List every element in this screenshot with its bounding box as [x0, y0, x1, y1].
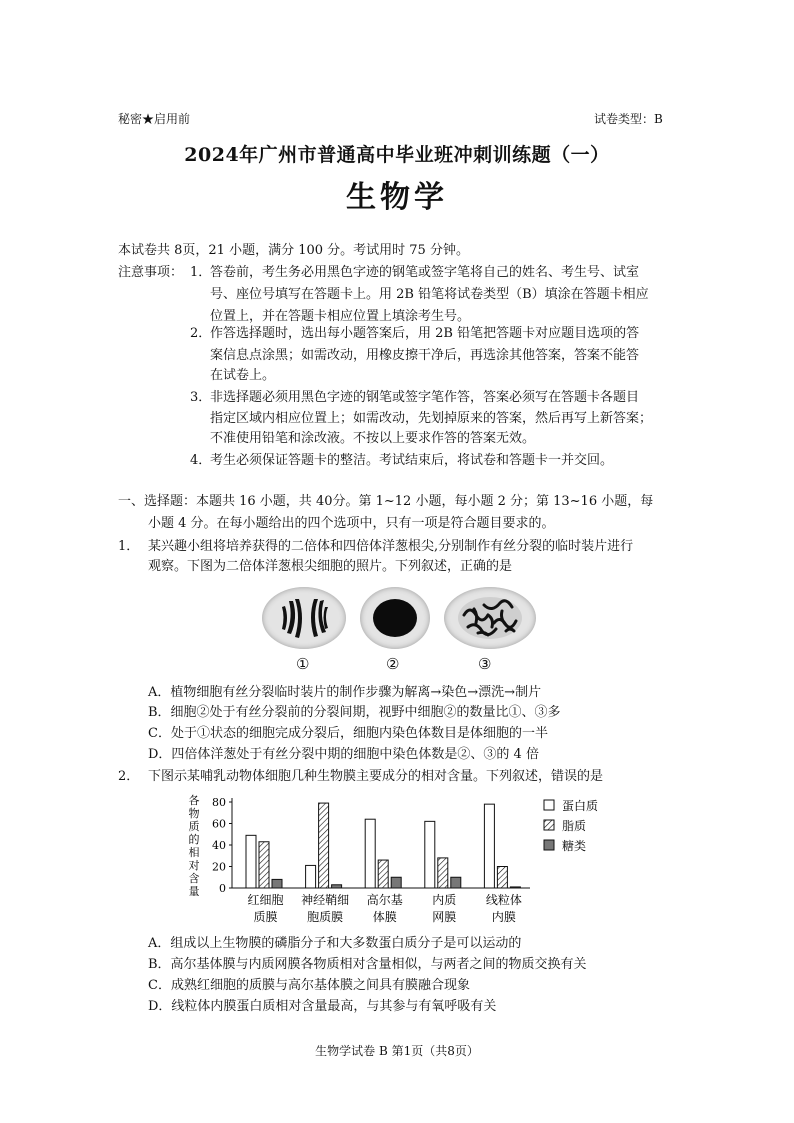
option-b: B．细胞②处于有丝分裂前的分裂间期，视野中细胞②的数量比①、③多: [148, 705, 561, 720]
exam-title: 2024年广州市普通高中毕业班冲刺训练题（一）: [184, 144, 610, 166]
x-tick-label: 质膜: [253, 910, 278, 924]
option-b: B．高尔基体膜与内质网膜各物质相对含量相似，与两者之间的物质交换有关: [148, 957, 587, 972]
note-line: 指定区域内相应位置上；如需改动，先划掉原来的答案，然后再写上新答案；: [210, 411, 653, 426]
question-number: 1．: [118, 539, 140, 554]
option-c: C．成熟红细胞的质膜与高尔基体膜之间具有膜融合现象: [148, 978, 470, 993]
x-tick-label: 线粒体: [485, 893, 522, 907]
x-tick-label: 内质: [432, 893, 457, 907]
option-a: A．植物细胞有丝分裂临时装片的制作步骤为解离→染色→漂洗→制片: [148, 685, 542, 700]
confidential-label: 秘密★启用前: [118, 112, 191, 126]
note-line: 位置上，并在答题卡相应位置上填涂考生号。: [210, 309, 471, 324]
y-tick-label: 80: [212, 796, 226, 809]
bar-脂质: [319, 803, 329, 888]
x-tick-label: 内膜: [491, 910, 516, 924]
y-tick-label: 60: [212, 817, 226, 831]
legend-swatch: [544, 800, 554, 810]
legend-swatch: [544, 840, 554, 850]
membrane-composition-chart: [180, 790, 640, 930]
figure-label: ②: [386, 655, 400, 673]
bar-脂质: [259, 842, 269, 888]
bars: [246, 803, 520, 888]
x-axis-labels: [247, 892, 521, 924]
note-number: 2．: [190, 326, 212, 341]
note-line: 号、座位号填写在答题卡上。用 2B 铅笔将试卷类型（B）填涂在答题卡相应: [210, 287, 649, 302]
legend-swatch: [544, 820, 554, 830]
note-line: 在试卷上。: [210, 368, 276, 383]
question-stem: 某兴趣小组将培养获得的二倍体和四倍体洋葱根尖,分别制作有丝分裂的临时装片进行: [148, 539, 634, 554]
bar-蛋白质: [365, 819, 375, 888]
question-stem: 观察。下图为二倍体洋葱根尖细胞的照片。下列叙述，正确的是: [148, 559, 513, 574]
bar-蛋白质: [425, 821, 435, 888]
y-axis-label-char: 各: [188, 794, 200, 807]
subject-title: 生物学: [346, 180, 448, 215]
y-axis-label-char: 物: [188, 807, 200, 820]
note-number: 4．: [190, 453, 212, 468]
y-axis-label-char: 的: [188, 833, 200, 846]
legend-label: 蛋白质: [562, 799, 599, 813]
note-number: 3．: [190, 390, 212, 405]
question-number: 2．: [118, 769, 140, 784]
x-tick-label: 高尔基: [366, 893, 403, 907]
bar-糖类: [332, 885, 342, 888]
legend-label: 脂质: [562, 819, 587, 833]
bar-蛋白质: [246, 835, 256, 888]
figure-label: ③: [478, 655, 492, 673]
x-tick-label: 红细胞: [247, 893, 284, 907]
bar-糖类: [510, 887, 520, 888]
section-heading: 一、选择题：本题共 16 小题，共 40分。第 1~12 小题，每小题 2 分；第 13~16 小题，每: [118, 494, 654, 509]
option-c: C．处于①状态的细胞完成分裂后，细胞内染色体数目是体细胞的一半: [148, 726, 548, 741]
prophase-cell-image: [444, 587, 536, 649]
legend-label: 糖类: [562, 839, 587, 853]
y-axis-label-char: 相: [188, 846, 200, 859]
note-line: 非选择题必须用黑色字迹的钢笔或签字笔作答，答案必须写在答题卡各题目: [210, 390, 640, 405]
paper-type: 试卷类型：B: [594, 112, 663, 126]
bar-蛋白质: [484, 804, 494, 888]
y-axis-label-char: 量: [188, 885, 200, 898]
note-line: 作答选择题时，选出每小题答案后，用 2B 铅笔把答题卡对应题目选项的答: [210, 326, 640, 341]
y-axis-label: [189, 794, 200, 898]
y-tick-label: 20: [212, 860, 226, 874]
section-heading: 小题 4 分。在每小题给出的四个选项中，只有一项是符合题目要求的。: [148, 516, 555, 531]
note-number: 1．: [190, 265, 212, 280]
y-axis-label-char: 质: [188, 820, 200, 833]
note-line: 考生必须保证答题卡的整洁。考试结束后，将试卷和答题卡一并交回。: [210, 453, 614, 468]
x-tick-label: 网膜: [432, 910, 457, 924]
option-a: A．组成以上生物膜的磷脂分子和大多数蛋白质分子是可以运动的: [148, 936, 522, 951]
option-d: D．四倍体洋葱处于有丝分裂中期的细胞中染色体数是②、③的 4 倍: [148, 747, 539, 762]
interphase-cell-image: [360, 587, 430, 649]
bar-糖类: [391, 877, 401, 888]
notes-label: 注意事项：: [118, 265, 184, 280]
option-d: D．线粒体内膜蛋白质相对含量最高，与其参与有氧呼吸有关: [148, 999, 497, 1014]
bar-脂质: [497, 867, 507, 889]
x-tick-label: 胞质膜: [307, 910, 344, 924]
y-tick-label: 0: [219, 882, 226, 895]
note-line: 答卷前，考生务必用黑色字迹的钢笔或签字笔将自己的姓名、考生号、试室: [210, 265, 640, 280]
y-axis-label-char: 对: [188, 859, 200, 872]
bar-脂质: [378, 860, 388, 888]
bar-糖类: [451, 877, 461, 888]
note-line: 案信息点涂黑；如需改动，用橡皮擦干净后，再选涂其他答案，答案不能答: [210, 348, 640, 363]
bar-糖类: [272, 879, 282, 888]
dividing-cell-image: [262, 587, 346, 649]
bar-脂质: [438, 858, 448, 888]
bar-蛋白质: [306, 865, 316, 888]
figure-label: ①: [296, 655, 310, 673]
legend: [544, 798, 598, 853]
question-stem: 下图示某哺乳动物体细胞几种生物膜主要成分的相对含量。下列叙述，错误的是: [148, 769, 604, 784]
exam-summary: 本试卷共 8页，21 小题，满分 100 分。考试用时 75 分钟。: [118, 243, 469, 258]
x-tick-label: 神经鞘细: [301, 893, 350, 907]
y-axis-label-char: 含: [188, 872, 200, 885]
page-footer: 生物学试卷 B 第1页（共8页）: [315, 1044, 479, 1058]
y-tick-label: 40: [212, 839, 226, 852]
note-line: 不准使用铅笔和涂改液。不按以上要求作答的答案无效。: [210, 431, 536, 446]
x-tick-label: 体膜: [372, 910, 397, 924]
